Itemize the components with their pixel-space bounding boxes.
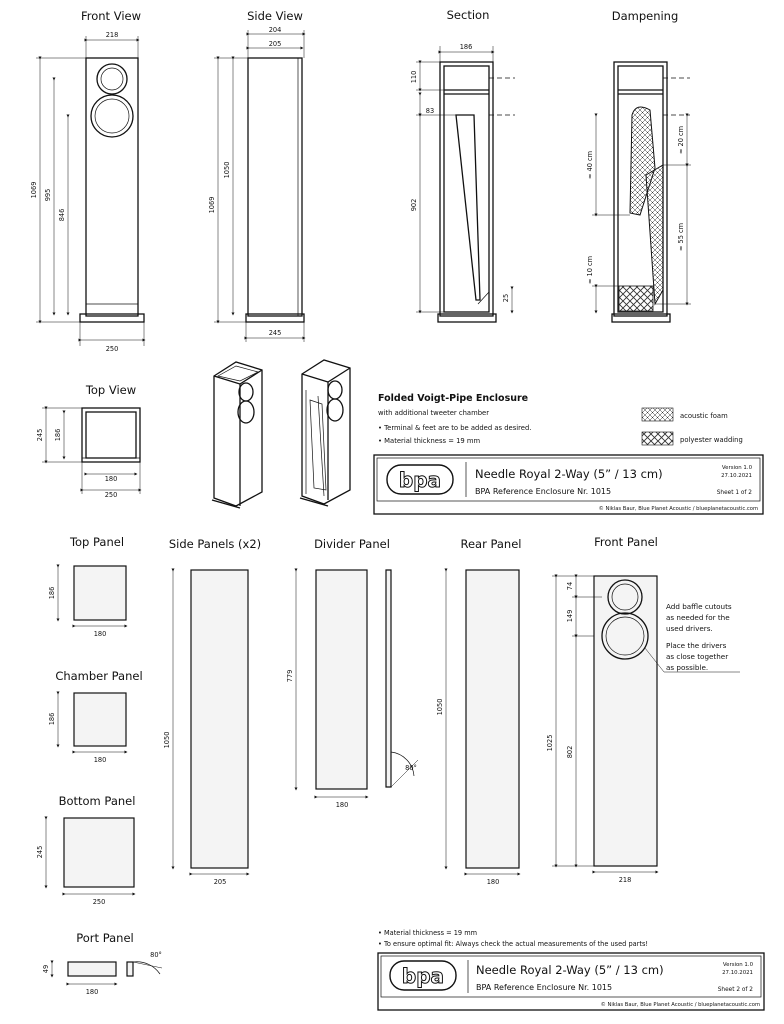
top-dim-250: 250 xyxy=(104,491,118,499)
isometric-open xyxy=(300,360,350,506)
enclosure-heading: Folded Voigt-Pipe Enclosure xyxy=(378,393,529,404)
front-panel-dim-802: 802 xyxy=(566,745,574,759)
divider-panel xyxy=(286,570,418,809)
dampening-view xyxy=(586,62,691,322)
front-panel-dim-149: 149 xyxy=(566,609,574,623)
side-dim-205: 205 xyxy=(268,40,282,48)
port-panel-angle: 80° xyxy=(150,951,162,959)
port-panel-dim-49: 49 xyxy=(42,964,50,974)
damp-dim-10: ≈ 10 cm xyxy=(586,255,594,285)
top-panel-dim-180: 180 xyxy=(93,630,107,638)
bottom-panel-dim-250: 250 xyxy=(92,898,106,906)
section-dim-25: 25 xyxy=(502,293,510,303)
legend-foam-swatch xyxy=(642,408,673,421)
top-view xyxy=(36,408,140,499)
front-panel-dim-218: 218 xyxy=(618,876,632,884)
bottom-panel-title: Bottom Panel xyxy=(58,794,136,808)
front-note-2: as needed for the xyxy=(666,613,730,622)
legend-wadding-swatch xyxy=(642,432,673,445)
front-dim-250: 250 xyxy=(105,345,119,353)
front-panel-title: Front Panel xyxy=(594,535,658,549)
port-panel-title: Port Panel xyxy=(76,931,134,945)
front-note-6: as possible. xyxy=(666,663,709,672)
rear-panel-dim-180: 180 xyxy=(486,878,500,886)
front-panel xyxy=(546,576,740,884)
legend-foam-label: acoustic foam xyxy=(680,412,728,420)
divider-panel-dim-180: 180 xyxy=(335,801,349,809)
title-block-2-title: Needle Royal 2-Way (5” / 13 cm) xyxy=(476,963,664,977)
front-note-1: Add baffle cutouts xyxy=(666,602,732,611)
front-view xyxy=(30,31,144,353)
enclosure-subheading: with additional tweeter chamber xyxy=(378,409,490,417)
divider-panel-angle: 80° xyxy=(405,764,417,772)
side-dim-245: 245 xyxy=(268,329,282,337)
front-note-4: Place the drivers xyxy=(666,641,727,650)
rear-panel-title: Rear Panel xyxy=(460,537,522,551)
title-block-2-sheet: Sheet 2 of 2 xyxy=(717,987,753,993)
title-block-1 xyxy=(374,455,763,514)
front-panel-dim-74: 74 xyxy=(566,581,574,591)
enclosure-note-material: • Material thickness = 19 mm xyxy=(378,437,481,445)
side-panel-dim-205: 205 xyxy=(213,878,227,886)
damp-dim-55: ≈ 55 cm xyxy=(677,222,685,252)
front-panel-notes xyxy=(666,602,732,672)
top-dim-180: 180 xyxy=(104,475,118,483)
sheet2-note-fit: • To ensure optimal fit: Always check the actual measurements of the used parts! xyxy=(378,940,649,948)
chamber-panel xyxy=(48,693,126,764)
side-dim-1050: 1050 xyxy=(223,161,231,179)
rear-panel xyxy=(436,570,519,886)
section-title: Section xyxy=(446,8,490,22)
title-block-1-version: Version 1.0 xyxy=(721,465,752,471)
front-panel-dim-1025: 1025 xyxy=(546,734,554,752)
isometric-closed xyxy=(212,362,262,508)
top-panel-dim-186: 186 xyxy=(48,586,56,600)
bottom-panel xyxy=(36,818,134,906)
front-dim-218: 218 xyxy=(105,31,119,39)
section-dim-186: 186 xyxy=(459,43,473,51)
top-dim-186: 186 xyxy=(54,428,62,442)
title-block-1-sub: BPA Reference Enclosure Nr. 1015 xyxy=(475,487,612,496)
chamber-panel-dim-180: 180 xyxy=(93,756,107,764)
section-dim-902: 902 xyxy=(410,198,418,212)
port-panel-dim-180: 180 xyxy=(85,988,99,996)
sheet2-note-material: • Material thickness = 19 mm xyxy=(378,929,478,937)
title-block-1-copyright: © Niklas Baur, Blue Planet Acoustic / blueplanetacoustic.com xyxy=(598,506,758,512)
chamber-panel-title: Chamber Panel xyxy=(55,669,143,683)
chamber-panel-dim-186: 186 xyxy=(48,712,56,726)
side-panels-title: Side Panels (x2) xyxy=(168,537,262,551)
title-block-1-sheet: Sheet 1 of 2 xyxy=(716,490,752,496)
port-panel xyxy=(42,951,162,996)
title-block-1-date: 27.10.2021 xyxy=(721,473,752,479)
side-dim-204: 204 xyxy=(268,26,282,34)
section-dim-110: 110 xyxy=(410,70,418,84)
bpa-logo-text-1: bpa xyxy=(398,468,442,492)
side-panel-dim-1050: 1050 xyxy=(163,731,171,749)
top-panel xyxy=(48,566,126,638)
side-view xyxy=(208,26,304,342)
rear-panel-dim-1050: 1050 xyxy=(436,698,444,716)
top-panel-title: Top Panel xyxy=(69,535,125,549)
legend-wadding-label: polyester wadding xyxy=(680,436,743,444)
front-view-title: Front View xyxy=(80,9,142,23)
title-block-1-title: Needle Royal 2-Way (5” / 13 cm) xyxy=(475,467,663,481)
side-view-title: Side View xyxy=(247,9,303,23)
front-note-3: used drivers. xyxy=(666,624,713,633)
divider-panel-dim-779: 779 xyxy=(286,669,294,683)
front-dim-995: 995 xyxy=(44,188,52,202)
divider-panel-title: Divider Panel xyxy=(314,537,390,551)
title-block-2-copyright: © Niklas Baur, Blue Planet Acoustic / blueplanetacoustic.com xyxy=(600,1002,760,1008)
top-view-title: Top View xyxy=(85,383,137,397)
title-block-2-version: Version 1.0 xyxy=(722,962,753,968)
title-block-2 xyxy=(378,953,764,1010)
section-view xyxy=(410,43,515,322)
dampening-title: Dampening xyxy=(611,9,679,23)
side-dim-1069: 1069 xyxy=(208,196,216,214)
damp-dim-20: ≈ 20 cm xyxy=(677,125,685,155)
front-dim-1069: 1069 xyxy=(30,181,38,199)
bpa-logo-text-2: bpa xyxy=(401,964,445,988)
enclosure-note-terminal: • Terminal & feet are to be added as desired. xyxy=(378,424,532,432)
top-dim-245: 245 xyxy=(36,428,44,442)
title-block-2-date: 27.10.2021 xyxy=(722,970,753,976)
front-dim-846: 846 xyxy=(58,208,66,222)
title-block-2-sub: BPA Reference Enclosure Nr. 1015 xyxy=(476,983,613,992)
bottom-panel-dim-245: 245 xyxy=(36,845,44,859)
damp-dim-40: ≈ 40 cm xyxy=(586,150,594,180)
section-dim-83: 83 xyxy=(425,107,435,115)
side-panel xyxy=(163,570,248,886)
front-note-5: as close together xyxy=(666,652,729,661)
